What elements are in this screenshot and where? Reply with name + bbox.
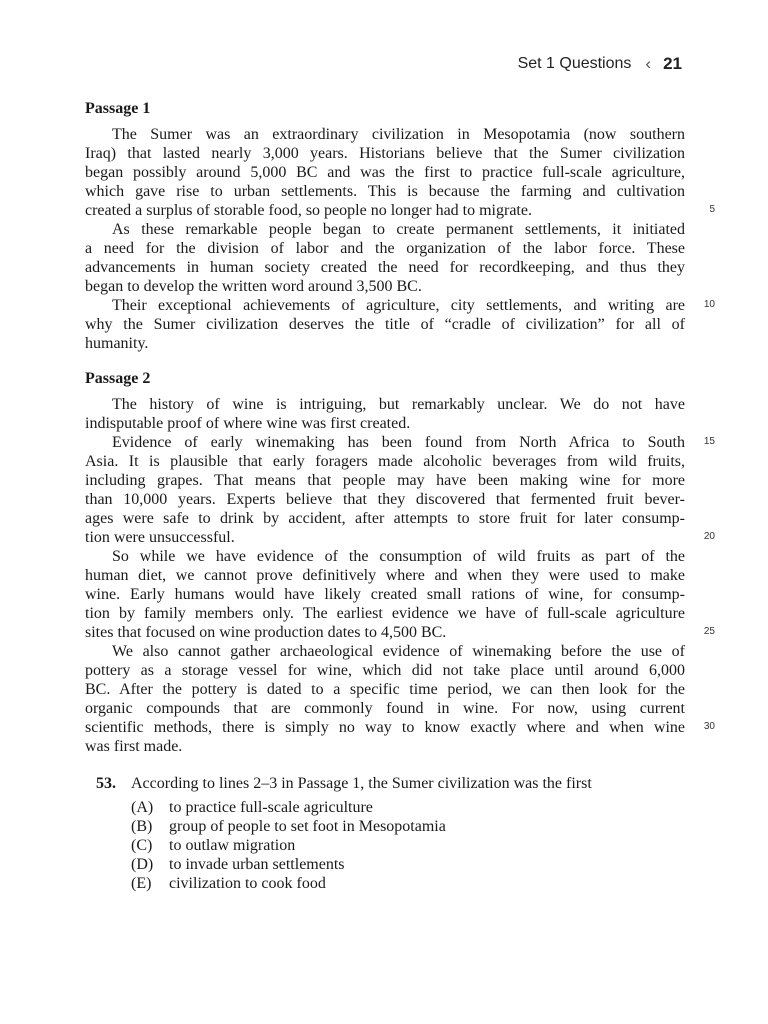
passage-line: Iraq) that lasted nearly 3,000 years. Historians believe that the Sumer civilization	[85, 145, 685, 162]
option-label: (C)	[131, 837, 153, 854]
option-label: (B)	[131, 818, 153, 835]
answer-option-b[interactable]	[131, 818, 446, 836]
line-number: 30	[703, 721, 715, 732]
chevron-left-icon: ‹	[645, 54, 652, 73]
passage-line: which gave rise to urban settlements. This is because the farming and cultivation	[85, 183, 685, 200]
line-number: 10	[703, 299, 715, 310]
question-number: 53.	[96, 775, 116, 792]
passage-line: tion were unsuccessful.	[85, 529, 235, 546]
passage-line: The Sumer was an extraordinary civilization in Mesopotamia (now southern	[112, 126, 685, 143]
page-number: 21	[663, 54, 682, 73]
passage-line: sites that focused on wine production dates to 4,500 BC.	[85, 624, 447, 641]
passage-line: including grapes. That means that people may have been making wine for more	[85, 472, 685, 489]
option-label: (E)	[131, 875, 152, 892]
passage-line: Evidence of early winemaking has been found from North Africa to South	[112, 434, 685, 451]
line-number: 20	[703, 531, 715, 542]
passage-line: As these remarkable people began to create permanent settlements, it initiated	[112, 221, 685, 238]
passage-1-title: Passage 1	[85, 100, 151, 117]
option-label: (A)	[131, 799, 154, 816]
passage-line: human diet, we cannot prove definitively where and when they were used to make	[85, 567, 685, 584]
passage-line: than 10,000 years. Experts believe that they discovered that fermented fruit bever-	[85, 491, 685, 508]
answer-option-e[interactable]	[131, 875, 326, 893]
passage-line: Asia. It is plausible that early foragers made alcoholic beverages from wild fruits,	[85, 453, 685, 470]
answer-option-a[interactable]	[131, 799, 373, 817]
passage-line: organic compounds that are commonly found in wine. For now, using current	[85, 700, 685, 717]
passage-line: humanity.	[85, 335, 149, 352]
passage-2-title: Passage 2	[85, 370, 151, 387]
passage-line: indisputable proof of where wine was first created.	[85, 415, 411, 432]
option-text: civilization to cook food	[169, 875, 326, 892]
passage-line: scientific methods, there is simply no way to know exactly where and when wine	[85, 719, 685, 736]
answer-option-c[interactable]	[131, 837, 295, 855]
line-number: 15	[703, 436, 715, 447]
passage-line: The history of wine is intriguing, but remarkably unclear. We do not have	[112, 396, 685, 413]
passage-line: a need for the division of labor and the organization of the labor force. These	[85, 240, 685, 257]
passage-line: wine. Early humans would have likely created small rations of wine, for consump-	[85, 586, 685, 603]
passage-line: advancements in human society created the need for recordkeeping, and thus they	[85, 259, 685, 276]
passage-line: created a surplus of storable food, so people no longer had to migrate.	[85, 202, 532, 219]
passage-line: began possibly around 5,000 BC and was the first to practice full-scale agriculture,	[85, 164, 685, 181]
passage-line: So while we have evidence of the consumption of wild fruits as part of the	[112, 548, 685, 565]
passage-line: ages were safe to drink by accident, after attempts to store fruit for later consump-	[85, 510, 685, 527]
answer-option-d[interactable]	[131, 856, 345, 874]
option-text: group of people to set foot in Mesopotamia	[169, 818, 446, 835]
passage-line: Their exceptional achievements of agriculture, city settlements, and writing are	[112, 297, 685, 314]
line-number: 25	[703, 626, 715, 637]
option-text: to invade urban settlements	[169, 856, 345, 873]
passage-line: began to develop the written word around 3,500 BC.	[85, 278, 422, 295]
passage-line: tion by family members only. The earliest evidence we have of full-scale agriculture	[85, 605, 685, 622]
passage-line: was first made.	[85, 738, 183, 755]
option-text: to outlaw migration	[169, 837, 296, 854]
passage-line: BC. After the pottery is dated to a specific time period, we can then look for the	[85, 681, 685, 698]
passage-line: pottery as a storage vessel for wine, which did not take place until around 6,000	[85, 662, 685, 679]
passage-line: why the Sumer civilization deserves the title of “cradle of civilization” for all of	[85, 316, 685, 333]
page-header	[518, 54, 682, 74]
option-text: to practice full-scale agriculture	[169, 799, 373, 816]
question-stem: According to lines 2–3 in Passage 1, the Sumer civilization was the first	[131, 775, 592, 792]
option-label: (D)	[131, 856, 154, 873]
line-number: 5	[709, 204, 715, 215]
section-title: Set 1 Questions	[517, 55, 632, 72]
passage-line: We also cannot gather archaeological evidence of winemaking before the use of	[112, 643, 685, 660]
